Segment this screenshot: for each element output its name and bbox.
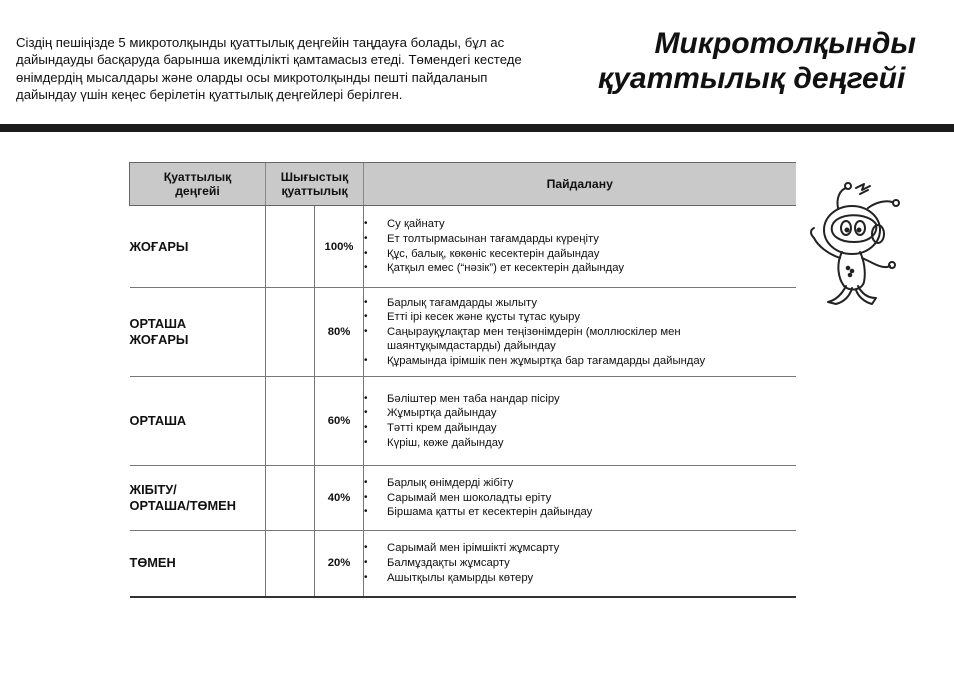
power-level-name: ЖІБІТУ/ ОРТАША/ТӨМЕН xyxy=(130,466,266,531)
intro-line: өнімдердің мысалдары және оларды осы микротолқынды пешті пайдаланып xyxy=(16,69,488,85)
usage-cell xyxy=(364,288,796,377)
header-divider xyxy=(0,124,954,132)
blank-cell xyxy=(266,377,315,466)
usage-item: • Жұмыртқа дайындау xyxy=(364,406,796,421)
blank-cell xyxy=(266,531,315,597)
blank-cell xyxy=(266,206,315,288)
usage-item: • Етті ірі кесек және құсты тұтас қуыру xyxy=(364,310,796,325)
usage-item: • Біршама қатты ет кесектерін дайындау xyxy=(364,505,796,520)
usage-list xyxy=(364,392,796,450)
usage-cell xyxy=(364,531,796,597)
table-row xyxy=(130,466,796,531)
usage-item: • Саңырауқұлақтар мен теңізөнімдерін (моллюскілер мен xyxy=(364,325,796,340)
usage-item: • Құс, балық, көкөніс кесектерін дайындау xyxy=(364,247,796,262)
page-title xyxy=(598,26,916,96)
usage-cell xyxy=(364,377,796,466)
power-percent: 80% xyxy=(315,288,364,377)
table-row xyxy=(130,206,796,288)
power-percent: 40% xyxy=(315,466,364,531)
intro-paragraph xyxy=(16,34,591,103)
usage-cell xyxy=(364,206,796,288)
blank-cell xyxy=(266,466,315,531)
power-percent: 60% xyxy=(315,377,364,466)
power-level-name: ЖОҒАРЫ xyxy=(130,206,266,288)
usage-item: • Барлық тағамдарды жылыту xyxy=(364,296,796,311)
usage-item: • Балмұздақты жұмсарту xyxy=(364,556,796,571)
header-power-level: Қуаттылық деңгейі xyxy=(130,163,266,206)
intro-line: дайындау үшін кеңес берілетін қуаттылық деңгейлері берілген. xyxy=(16,86,403,102)
page-title-line-2: қуаттылық деңгейі xyxy=(598,62,906,95)
power-percent: 100% xyxy=(315,206,364,288)
usage-list xyxy=(364,476,796,520)
usage-item: • Ашытқылы қамырды көтеру xyxy=(364,571,796,586)
power-percent: 20% xyxy=(315,531,364,597)
table-header-row xyxy=(130,163,796,206)
usage-item: • Су қайнату xyxy=(364,217,796,232)
intro-line: дайындауды басқаруда барынша икемділікті қамтамасыз етеді. Төмендегі кестеде xyxy=(16,52,522,68)
page-title-line-1: Микротолқынды xyxy=(654,27,916,60)
usage-item: • Барлық өнімдерді жібіту xyxy=(364,476,796,491)
usage-item: • Құрамында ірімшік пен жұмыртқа бар тағамдарды дайындау xyxy=(364,354,796,369)
usage-cell xyxy=(364,466,796,531)
usage-item: • Күріш, көже дайындау xyxy=(364,436,796,451)
usage-list xyxy=(364,217,796,275)
usage-list xyxy=(364,541,796,585)
header-usage: Пайдалану xyxy=(364,163,796,206)
header-output-power: Шығыстық қуаттылық xyxy=(266,163,364,206)
usage-item: • Ет толтырмасынан тағамдарды күреңіту xyxy=(364,232,796,247)
usage-item: • Қатқыл емес (“нәзік”) ет кесектерін дайындау xyxy=(364,261,796,276)
intro-line: Сіздің пешіңізде 5 микротолқынды қуаттылық деңгейін таңдауға болады, бұл ас xyxy=(16,35,505,50)
usage-item: • Сарымай мен шоколадты еріту xyxy=(364,491,796,506)
power-level-name: ОРТАША xyxy=(130,377,266,466)
blank-cell xyxy=(266,288,315,377)
mascot-illustration xyxy=(806,178,906,308)
power-level-name: ТӨМЕН xyxy=(130,531,266,597)
power-level-name: ОРТАША ЖОҒАРЫ xyxy=(130,288,266,377)
usage-item: • Бәліштер мен таба нандар пісіру xyxy=(364,392,796,407)
table-row xyxy=(130,377,796,466)
usage-item: • Сарымай мен ірімшікті жұмсарту xyxy=(364,541,796,556)
usage-item: • Тәтті крем дайындау xyxy=(364,421,796,436)
power-levels-table xyxy=(129,162,796,598)
usage-list xyxy=(364,296,796,369)
table-row xyxy=(130,531,796,597)
usage-item-continued: шаянтұқымдастарды) дайындау xyxy=(387,340,556,353)
table-row xyxy=(130,288,796,377)
